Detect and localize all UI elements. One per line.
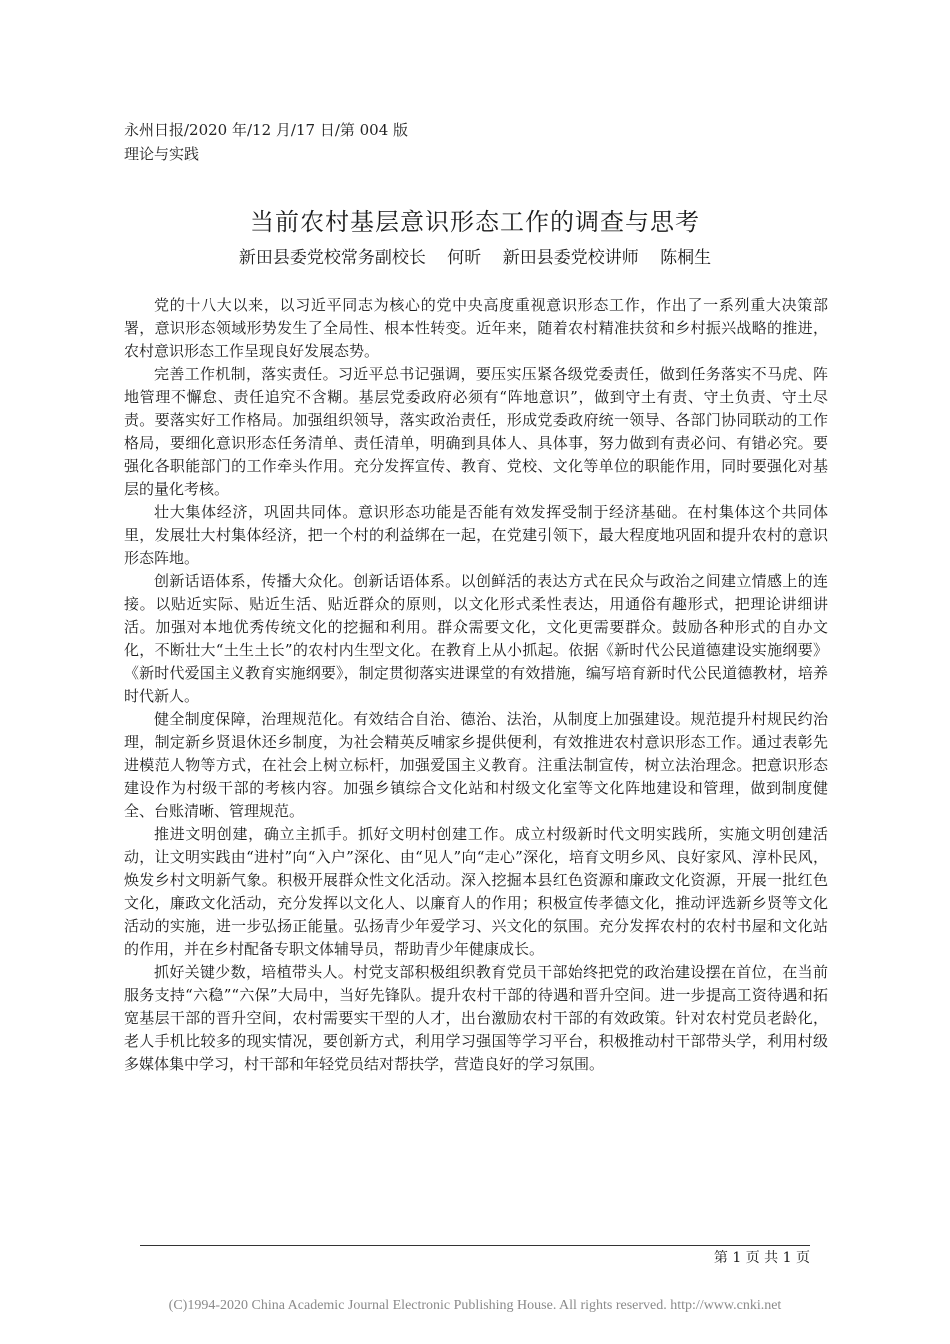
author-name-2: 陈桐生 xyxy=(660,248,712,268)
author-name-1: 何昕 xyxy=(447,248,482,268)
article-title: 当前农村基层意识形态工作的调查与思考 xyxy=(250,208,700,237)
paragraph: 推进文明创建，确立主抓手。抓好文明村创建工作。成立村级新时代文明实践所，实施文明创建活动，让文明实践由“进村”向“入户”深化、由“见人”向“走心”深化，培育文明乡风、良好家风、淳朴民风，焕发乡村文明新气象。积极开展群众性文化活动。深入挖掘本县红色资源和廉政文化资源，开展一批红色文化，廉政文化活动，充分发挥以文化人、以廉育人的作用；积极宣传孝德文化，推动评选新乡贤等文化活动的实施，进一步弘扬正能量。弘扬青少年爱学习、兴文化的氛围。充分发挥农村的农村书屋和文化站的作用，并在乡村配备专职文体辅导员，帮助青少年健康成长。 xyxy=(124,825,828,958)
paragraph: 抓好关键少数，培植带头人。村党支部积极组织教育党员干部始终把党的政治建设摆在首位，在当前服务支持“六稳”“六保”大局中，当好先锋队。提升农村干部的待遇和晋升空间。进一步提高工资待遇和拓宽基层干部的晋升空间，农村需要实干型的人才，出台激励农村干部的有效政策。针对农村党员老龄化，老人手机比较多的现实情况，要创新方式，利用学习强国等学习平台，积极推动村干部带头学，利用村级多媒体集中学习，村干部和年轻党员结对帮扶学，营造良好的学习氛围。 xyxy=(124,963,828,1073)
author-line xyxy=(0,245,950,271)
page-number: 第 1 页 共 1 页 xyxy=(713,1250,810,1266)
article-body xyxy=(124,294,828,1076)
author-affiliation-2: 新田县委党校讲师 xyxy=(502,248,639,268)
paragraph: 党的十八大以来，以习近平同志为核心的党中央高度重视意识形态工作，作出了一系列重大决策部署，意识形态领域形势发生了全局性、根本性转变。近年来，随着农村精准扶贫和乡村振兴战略的推进，农村意识形态工作呈现良好发展态势。 xyxy=(124,296,828,360)
footer-divider xyxy=(140,1245,810,1246)
paragraph: 健全制度保障，治理规范化。有效结合自治、德治、法治，从制度上加强建设。规范提升村规民约治理，制定新乡贤退休还乡制度，为社会精英反哺家乡提供便利，有效推进农村意识形态工作。通过表彰先进模范人物等方式，在社会上树立标杆，加强爱国主义教育。注重法制宣传，树立法治理念。把意识形态建设作为村级干部的考核内容。加强乡镇综合文化站和村级文化室等文化阵地建设和管理，做到制度健全、台账清晰、管理规范。 xyxy=(124,710,828,820)
copyright-notice: (C)1994-2020 China Academic Journal Electronic Publishing House. All rights reserved. http://www.cnki.net xyxy=(168,1298,782,1313)
section-name: 理论与实践 xyxy=(124,145,200,163)
paragraph: 完善工作机制，落实责任。习近平总书记强调，要压实压紧各级党委责任，做到任务落实不马虎、阵地管理不懈怠、责任追究不含糊。基层党委政府必须有“阵地意识”，做到守土有责、守土负责、守土尽责。要落实好工作格局。加强组织领导，落实政治责任，形成党委政府统一领导、各部门协同联动的工作格局，要细化意识形态任务清单、责任清单，明确到具体人、具体事，努力做到有责必问、有错必究。要强化各职能部门的工作牵头作用。充分发挥宣传、教育、党校、文化等单位的职能作用，同时要强化对基层的量化考核。 xyxy=(124,365,828,498)
source-line: 永州日报/2020 年/12 月/17 日/第 004 版 xyxy=(124,121,409,139)
paragraph: 壮大集体经济，巩固共同体。意识形态功能是否能有效发挥受制于经济基础。在村集体这个共同体里，发展壮大村集体经济，把一个村的利益绑在一起，在党建引领下，最大程度地巩固和提升农村的意识形态阵地。 xyxy=(124,503,828,567)
paragraph: 创新话语体系，传播大众化。创新话语体系。以创鲜活的表达方式在民众与政治之间建立情感上的连接。以贴近实际、贴近生活、贴近群众的原则，以文化形式柔性表达，用通俗有趣形式，把理论讲细讲活。加强对本地优秀传统文化的挖掘和利用。群众需要文化，文化更需要群众。鼓励各种形式的自办文化，不断壮大“土生土长”的农村内生型文化。在教育上从小抓起。依据《新时代公民道德建设实施纲要》《新时代爱国主义教育实施纲要》，制定贯彻落实进课堂的有效措施，编写培育新时代公民道德教材，培养时代新人。 xyxy=(124,572,828,705)
author-affiliation-1: 新田县委党校常务副校长 xyxy=(238,248,426,268)
